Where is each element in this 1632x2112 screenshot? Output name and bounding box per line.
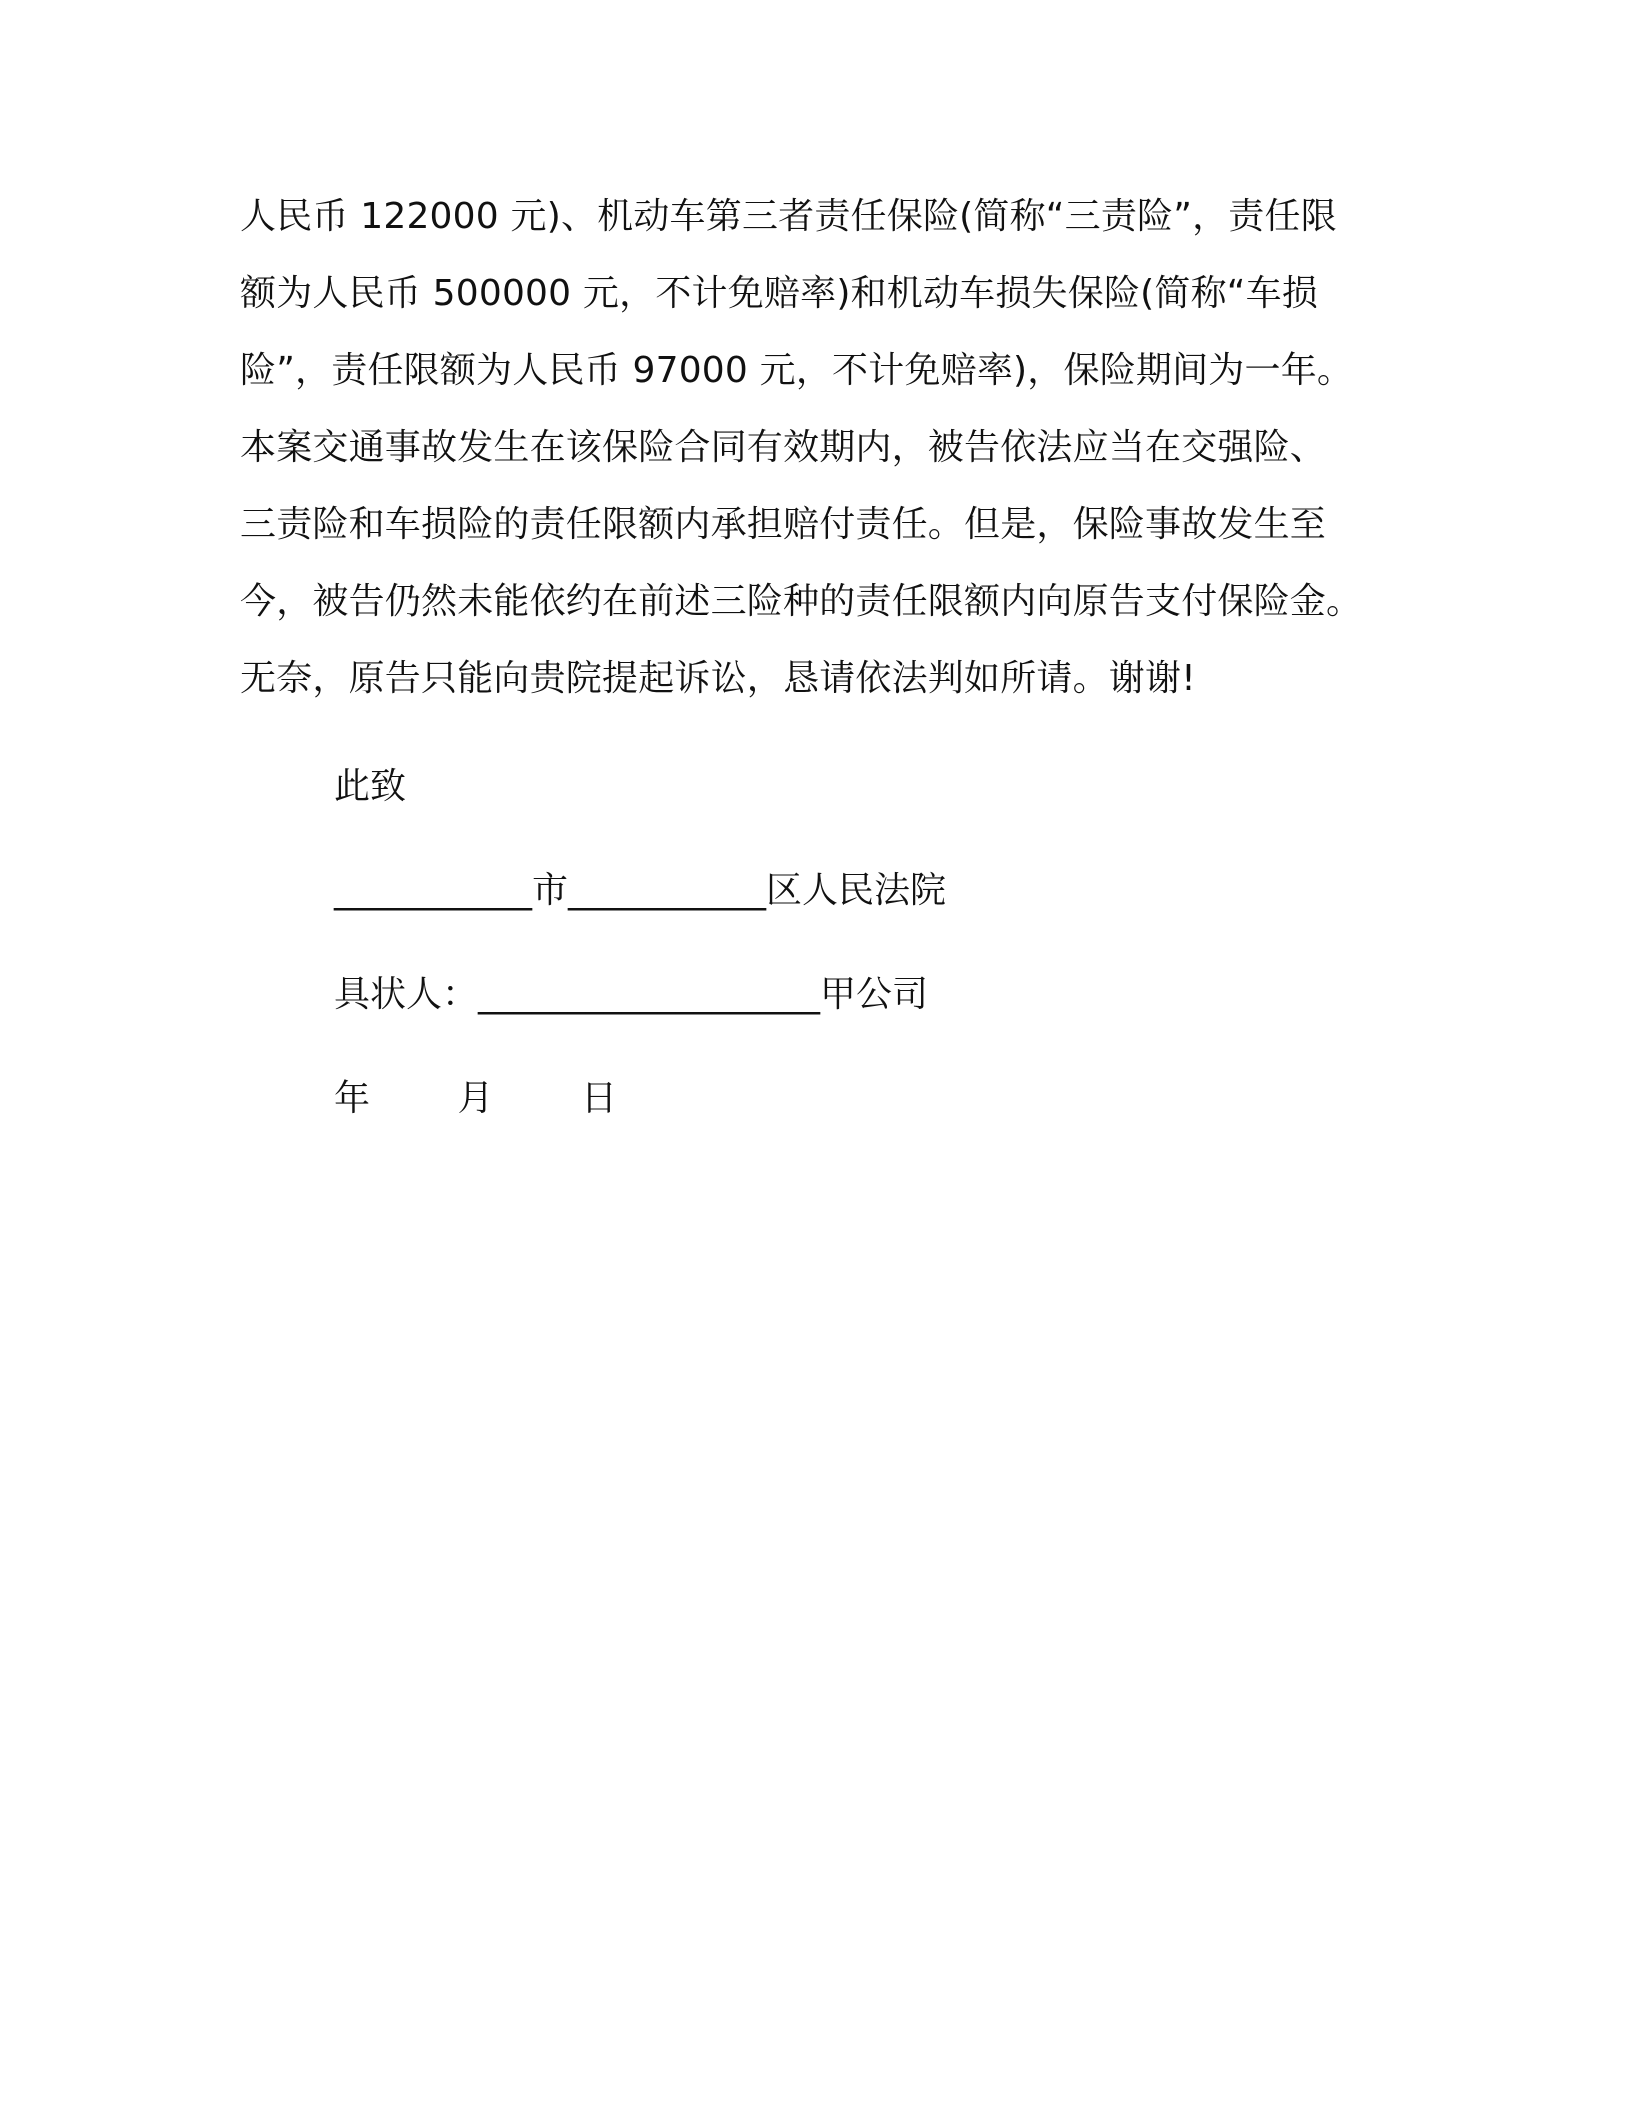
petitioner-line: 具状人：___________________甲公司 — [334, 974, 929, 1015]
body-line: 无奈，原告只能向贵院提起诉讼，恳请依法判如所请。谢谢! — [240, 658, 1196, 699]
body-line: 本案交通事故发生在该保险合同有效期内，被告依法应当在交强险、 — [240, 427, 1327, 468]
body-line: 今，被告仍然未能依约在前述三险种的责任限额内向原告支付保险金。 — [240, 581, 1363, 622]
body-line: 额为人民币 500000 元，不计免赔率)和机动车损失保险(简称“车损 — [240, 273, 1319, 314]
court-address-line: ___________市___________区人民法院 — [334, 870, 947, 911]
date-line — [334, 1070, 1234, 1174]
body-line: 人民币 122000 元)、机动车第三者责任保险(简称“三责险”，责任限 — [240, 196, 1337, 237]
body-line: 三责险和车损险的责任限额内承担赔付责任。但是，保险事故发生至 — [240, 504, 1327, 545]
complaint-body — [240, 188, 1400, 727]
date-year-label: 年 — [334, 1078, 371, 1119]
date-month-label: 月 — [457, 1078, 494, 1119]
body-line: 险”，责任限额为人民币 97000 元，不计免赔率)，保险期间为一年。 — [240, 350, 1354, 391]
salutation: 此致 — [334, 766, 407, 807]
date-day-label: 日 — [580, 1078, 617, 1119]
closing-block — [334, 758, 1234, 1174]
